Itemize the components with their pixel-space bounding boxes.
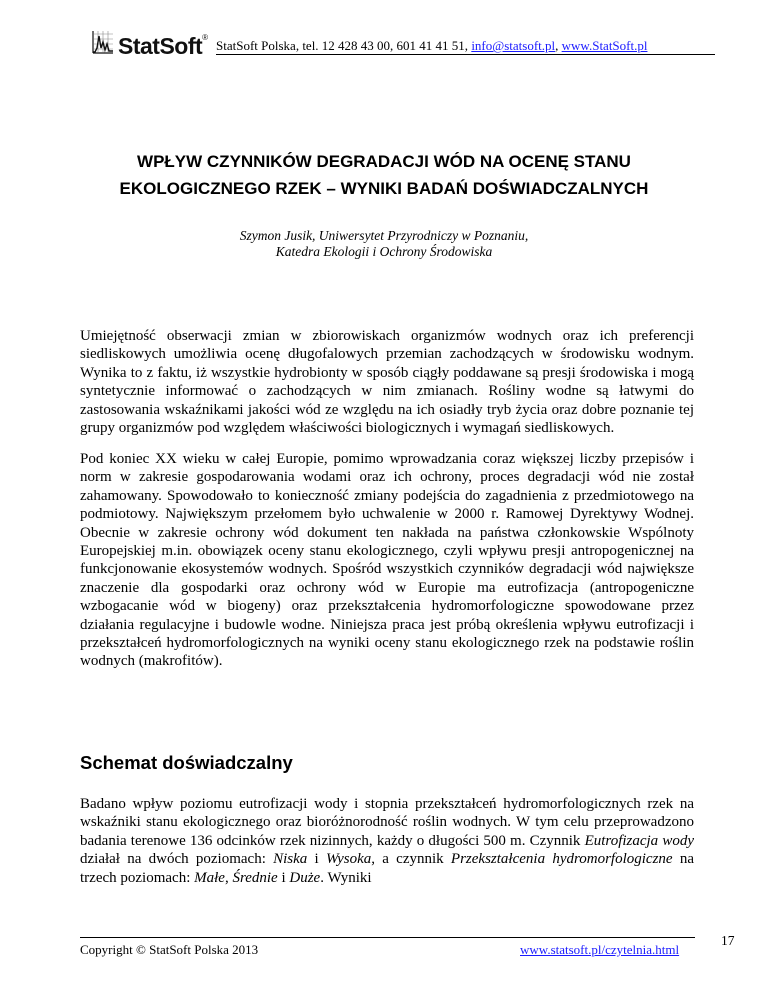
statsoft-logo-text: StatSoft® (118, 33, 208, 59)
title-line-2: EKOLOGICZNEGO RZEK – WYNIKI BADAŃ DOŚWIADCZALNYCH (119, 179, 649, 198)
page-number: 17 (721, 933, 735, 948)
paragraph-3: Badano wpływ poziomu eutrofizacji wody i stopnia przekształceń hydromorfologicznych rzek na wskaźniki stanu ekologicznego oraz bioróżnorodność roślin wodnych. W tym celu przeprowadzono badania terenowe 136 odcinków rzek nizinnych, każdy o długości 500 m. Czynnik Eutrofizacja wody działał na dwóch poziomach: Niska i Wysoka, a czynnik Przekształcenia hydromorfologiczne na trzech poziomach: Małe, Średnie i Duże. Wyniki (80, 796, 695, 886)
header-divider (216, 54, 715, 55)
level-small: Małe (194, 869, 225, 886)
email-link[interactable]: info@statsoft.pl (471, 38, 556, 53)
author-line-1: Szymon Jusik, Uniwersytet Przyrodniczy w Poznaniu, (239, 228, 529, 243)
factor-name-eutrophication: Eutrofizacja wody (584, 832, 694, 849)
level-medium: Średnie (232, 869, 278, 886)
author-line-2: Katedra Ekologii i Ochrony Środowiska (275, 244, 493, 259)
registered-mark: ® (202, 33, 208, 42)
level-high: Wysoka (325, 851, 372, 868)
footer-copyright: Copyright © StatSoft Polska 2013 (80, 942, 259, 957)
section-heading: Schemat doświadczalny (80, 752, 293, 773)
statsoft-logo-icon (92, 30, 114, 54)
factor-name-hydromorphology: Przekształcenia hydromorfologiczne (450, 851, 673, 868)
footer-link-wrap (520, 942, 679, 958)
level-low: Niska (273, 851, 308, 868)
level-large: Duże (289, 869, 321, 886)
paragraph-2: Pod koniec XX wieku w całej Europie, pomimo wprowadzania coraz większej liczby przepisów i norm w zakresie gospodarowania wodami oraz ich ochrony, proces degradacji wód nie został zahamowany. Spowodowało to konieczność zmiany podejścia do zagadnienia z przedmiotowego na podmiotowy. Największym przełomem było uchwalenie w 2000 r. Ramowej Dyrektywy Wodnej. Obecnie w zakresie ochrony wód dokument ten nakłada na państwa członkowskie Wspólnoty Europejskiej m.in. obowiązek oceny stanu ekologicznego, czyli wpływu presji antropogenicznej na funkcjonowanie ekosystemów wodnych. Spośród wszystkich czynników degradacji wód największe znaczenie dla gospodarki oraz ochrony wód w Europie ma eutrofizacja (antropogeniczne wzbogacanie wód w biogeny) oraz przekształcenia hydromorfologiczne spowodowane przez działania regulacyjne i budowle wodne. Niniejsza praca jest próbą określenia wpływu eutrofizacji i przekształceń hydromorfologicznych na wyniki oceny stanu ekologicznego rzek na podstawie roślin wodnych (makrofitów). (80, 451, 694, 670)
article-title (60, 148, 708, 202)
header-contact-text: StatSoft Polska, tel. 12 428 43 00, 601 41 41 51, (216, 38, 472, 53)
website-link[interactable]: www.StatSoft.pl (561, 38, 648, 53)
header-separator: , (555, 38, 562, 53)
page-header (0, 0, 768, 70)
footer-link[interactable]: www.statsoft.pl/czytelnia.html (520, 942, 680, 957)
title-line-1: WPŁYW CZYNNIKÓW DEGRADACJI WÓD NA OCENĘ STANU (137, 152, 631, 171)
header-contact-info (216, 38, 647, 54)
paragraph-1: Umiejętność obserwacji zmian w zbiorowiskach organizmów wodnych oraz ich preferencji siedliskowych umożliwia ocenę długofalowych przemian zachodzących w środowisku wodnym. Wynika to z faktu, iż wszystkie hydrobionty w sposób ciągły poddawane są presji środowiska i mogą syntetycznie informować o zachodzących w nim zmianach. Rośliny wodne są łatwymi do zastosowania wskaźnikami jakości wód ze względu na ich osiadły tryb życia oraz dobre poznanie tej grupy organizmów pod względem właściwości biologicznych i wymagań siedliskowych. (80, 328, 694, 437)
footer-divider (80, 937, 695, 938)
author-affiliation (60, 228, 708, 260)
